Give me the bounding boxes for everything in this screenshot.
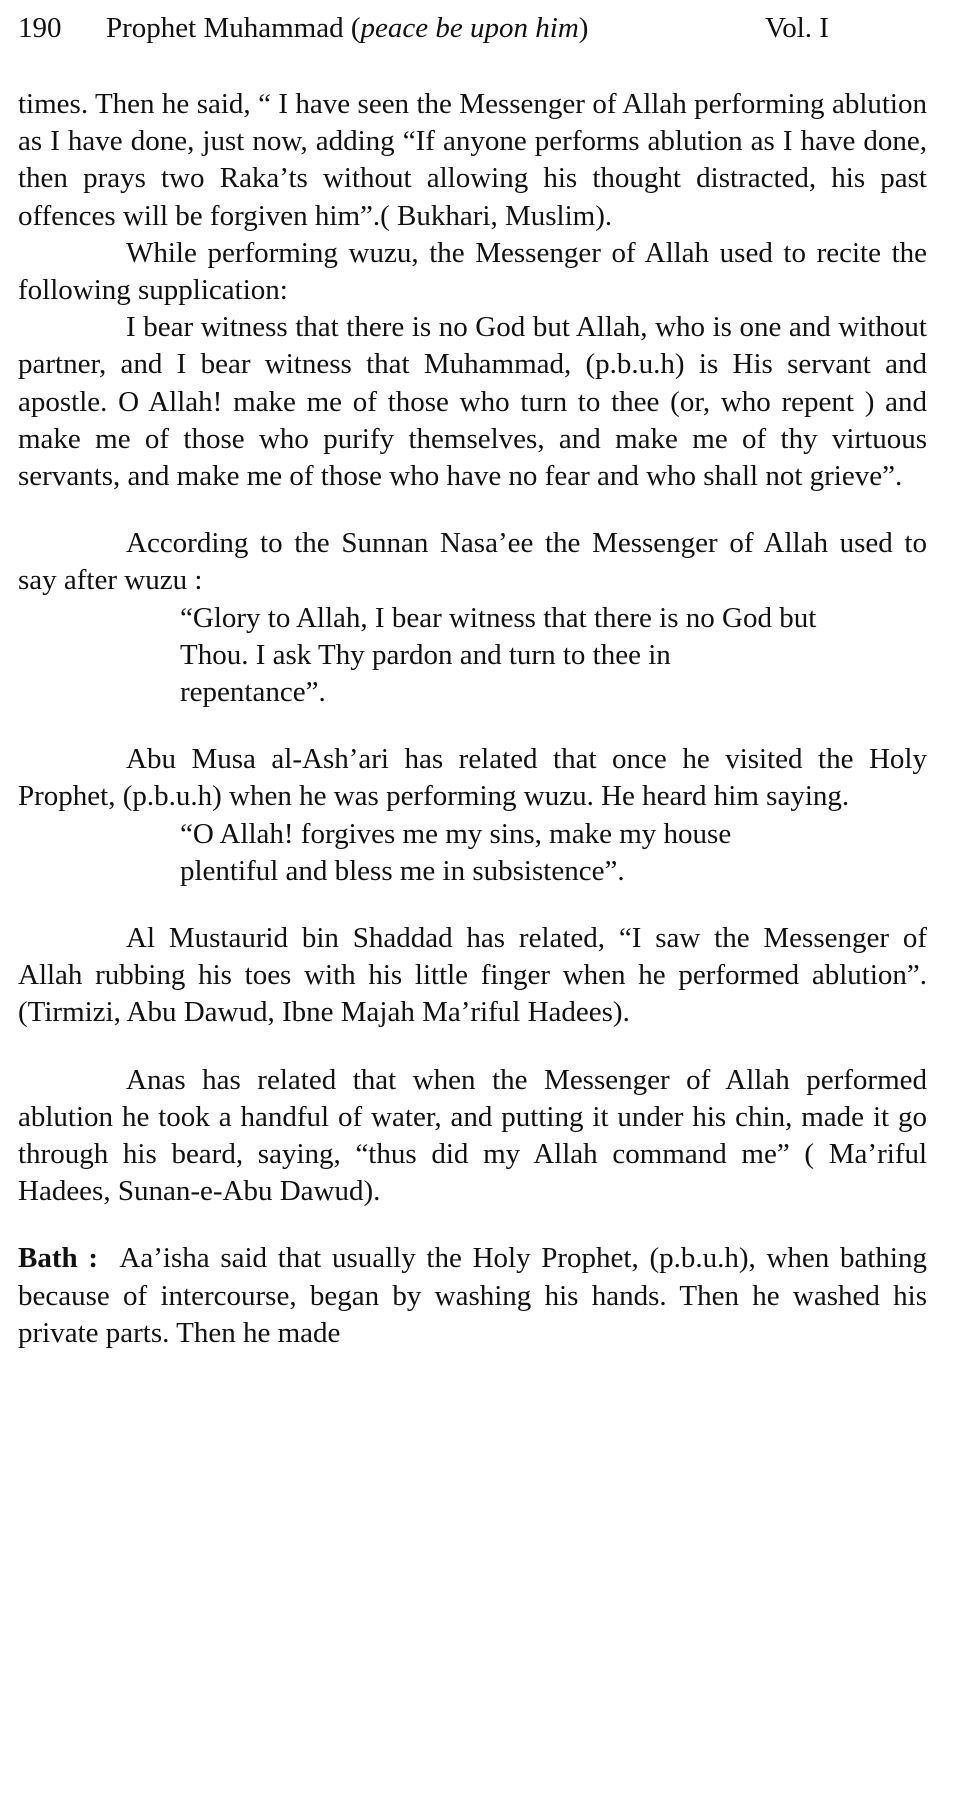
paragraph-abu-musa: Abu Musa al-Ash’ari has related that once he visited the Holy Prophet, (p.b.u.h) when he was performing wuzu. He heard him saying. <box>18 743 927 813</box>
page-header <box>18 8 928 48</box>
bath-heading: Bath : <box>18 1242 98 1275</box>
running-title-main: Prophet Muhammad <box>106 12 344 44</box>
page-number: 190 <box>18 12 62 44</box>
paragraph-continuation: times. Then he said, “ I have seen the Messenger of Allah performing ablution as I have done, just now, adding “If anyone performs ablution as I have done, then prays two Raka’ts without allowing his thought distracted, his past offences will be forgiven him”.( Bukhari, Muslim). <box>18 88 927 232</box>
volume-label: Vol. I <box>765 12 829 44</box>
block-quote-forgiveness: “O Allah! forgives me my sins, make my house plentiful and bless me in subsistence”. <box>180 817 732 887</box>
running-title-italic: peace be upon him <box>360 12 579 44</box>
paragraph-wuzu-supplication-intro: While performing wuzu, the Messenger of Allah used to recite the following supplication: <box>18 236 927 307</box>
block-quote-glory: “Glory to Allah, I bear witness that there is no God but Thou. I ask Thy pardon and turn to thee in repentance”. <box>180 601 817 709</box>
paragraph-nasaee: According to the Sunnan Nasa’ee the Messenger of Allah used to say after wuzu : <box>18 527 927 597</box>
page-body <box>18 86 927 1352</box>
paragraph-anas: Anas has related that when the Messenger of Allah performed ablution he took a handful of water, and putting it under his chin, made it go through his beard, saying, “thus did my Allah command me” ( Ma’riful Hadees, Sunan-e-Abu Dawud). <box>18 1063 927 1208</box>
paragraph-bath <box>18 1240 927 1352</box>
bath-text: Aa’isha said that usually the Holy Prophet, (p.b.u.h), when bathing because of intercourse, began by washing his hands. Then he washed his private parts. Then he made <box>18 1242 927 1349</box>
running-title: Prophet Muhammad (peace be upon him) <box>106 12 589 44</box>
paragraph-supplication-text: I bear witness that there is no God but Allah, who is one and without partner, and I bear witness that Muhammad, (p.b.u.h) is His servant and apostle. O Allah! make me of those who turn to thee (or, who repent ) and make me of those who purify themselves, and make me of thy virtuous servants, and make me of those who have no fear and who shall not grieve”. <box>18 311 927 493</box>
paragraph-mustaurid: Al Mustaurid bin Shaddad has related, “I saw the Messenger of Allah rubbing his toes with his little finger when he performed ablution”. (Tirmizi, Abu Dawud, Ibne Majah Ma’riful Hadees). <box>18 922 927 1029</box>
